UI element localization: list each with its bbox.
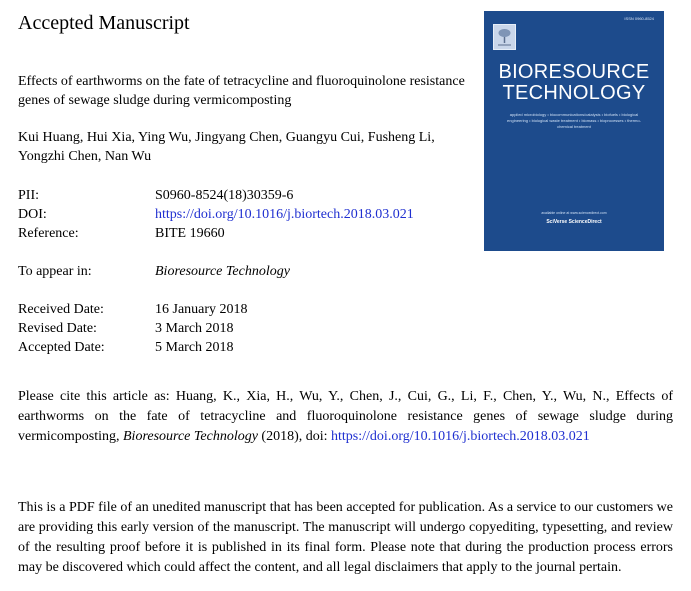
cover-issn: ISSN 0960-8524 — [624, 16, 654, 21]
citation-middle: (2018), doi: — [261, 429, 328, 444]
manuscript-note: This is a PDF file of an unedited manuscript that has been accepted for publication. As a service to our customers we are providing this early version of the manuscript. The manuscript will undergo copyediting, typesetting, and review of the resulting proof before it is published in its final form. Please note that during the production process errors may be discovered which could affect the content, and all legal disclaimers that apply to the journal pertain. — [18, 500, 673, 575]
article-authors: Kui Huang, Hui Xia, Ying Wu, Jingyang Chen, Guangyu Cui, Fusheng Li, Yongzhi Chen, Nan Wu — [18, 130, 435, 164]
doi-link[interactable]: https://doi.org/10.1016/j.biortech.2018.03.021 — [155, 207, 414, 222]
article-title: Effects of earthworms on the fate of tetracycline and fluoroquinolone resistance genes of sewage sludge during vermicomposting — [18, 74, 465, 108]
received-label: Received Date: — [18, 302, 104, 317]
citation-journal: Bioresource Technology — [123, 429, 258, 444]
pii-value: S0960-8524(18)30359-6 — [155, 188, 294, 203]
cover-title-line2: TECHNOLOGY — [502, 82, 646, 104]
elsevier-logo-icon — [493, 24, 516, 50]
reference-value: BITE 19660 — [155, 226, 225, 241]
revised-value: 3 March 2018 — [155, 321, 234, 336]
reference-label: Reference: — [18, 226, 79, 241]
cover-available: available online at www.sciencedirect.com — [541, 211, 607, 215]
cover-title-line1: BIORESOURCE — [498, 61, 650, 83]
revised-label: Revised Date: — [18, 321, 97, 336]
received-value: 16 January 2018 — [155, 302, 248, 317]
appear-value: Bioresource Technology — [155, 264, 290, 279]
cover-scope: applied microbiology • biocommunications/catalysis • biofuels • biological engineering • biological waste treatment • biomass • bioprocesses • thermo-chemical treatment — [507, 112, 641, 129]
appear-label: To appear in: — [18, 264, 92, 279]
citation-text: Please cite this article as: Huang, K., Xia, H., Wu, Y., Chen, J., Cui, G., Li, F., Chen, Y., Wu, N., Effects of earthworms on the fate of tetracycline and fluoroquinolone resistance genes of sewage sludge during vermicomposting, — [18, 389, 673, 444]
accepted-label: Accepted Date: — [18, 340, 105, 355]
doi-label: DOI: — [18, 207, 47, 222]
citation-doi-link[interactable]: https://doi.org/10.1016/j.biortech.2018.03.021 — [331, 429, 590, 444]
citation-paragraph — [18, 387, 673, 447]
cover-platform: SciVerse ScienceDirect — [546, 219, 602, 225]
accepted-value: 5 March 2018 — [155, 340, 234, 355]
page-heading: Accepted Manuscript — [18, 12, 190, 34]
journal-cover — [484, 11, 664, 251]
pii-label: PII: — [18, 188, 39, 203]
